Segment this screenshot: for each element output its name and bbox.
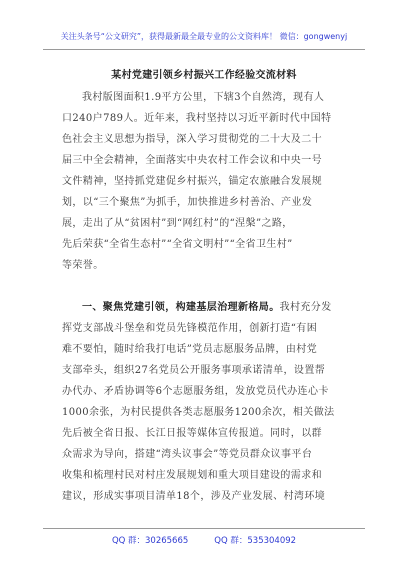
text-line: 1000余张，为村民提供各类志愿服务1200余次，相关做法 <box>62 407 335 418</box>
text-line: 先后荣获“全省生态村”“全省文明村”“全省卫生村” <box>62 239 293 250</box>
text-line: 色社会主义思想为指导，深入学习贯彻党的二十大及二十 <box>62 134 322 145</box>
text-line: 支部牵头，组织27名党员公开服务事项承诺清单，设置帮 <box>62 365 326 376</box>
document-title: 某村党建引领乡村振兴工作经验交流材料 <box>111 70 297 81</box>
text-line: 众需求为导向，搭建“湾头议事会”等党员群众议事平台 <box>62 449 313 460</box>
header-divider <box>43 49 365 50</box>
footer-divider <box>43 528 365 529</box>
text-line: 我村版图面积1.9平方公里，下辖3个自然湾，现有人 <box>82 92 325 103</box>
text-line: 难不要怕，随时给我打电话”党员志愿服务品牌，由村党 <box>62 344 318 355</box>
text-line: 展，走出了从“贫困村”到“网红村”的“涅槃”之路， <box>62 218 293 229</box>
text-line: 办代办、矛盾协调等6个志愿服务组，发放党员代办连心卡 <box>62 386 329 397</box>
text-line: 先后被全省日报、长江日报等媒体宣传报道。同时，以群 <box>62 428 322 439</box>
text-line: 挥党支部战斗堡垒和党员先锋模范作用，创新打造“有困 <box>62 323 318 334</box>
text-fragment: 我村充分发 <box>279 302 332 313</box>
text-line: 文件精神，坚持抓党建促乡村振兴，锚定农旅融合发展规 <box>62 176 322 187</box>
text-line: 建议，形成实事项目清单18个，涉及产业发展、村湾环境 <box>62 491 326 502</box>
text-line: 等荣誉。 <box>62 260 104 271</box>
text-line: 划，以“三个聚焦”为抓手，加快推进乡村善治、产业发 <box>62 197 313 208</box>
footer <box>0 534 408 546</box>
text-line <box>62 297 352 318</box>
text-line: 届三中全会精神，全面落实中央农村工作会议和中央一号 <box>62 155 322 166</box>
section-heading: 一、聚焦党建引领，构建基层治理新格局。 <box>82 302 280 313</box>
header-banner: 关注头条号“公文研究”，获得最新最全最专业的公文资料库！ 微信：gongwenyj <box>60 32 348 41</box>
text-line: 收集和梳理村民对村庄发展规划和重大项目建设的需求和 <box>62 470 322 481</box>
text-line: 口240户789人。近年来，我村坚持以习近平新时代中国特 <box>62 113 332 124</box>
footer-qq-group-2: QQ 群：535304092 <box>214 536 297 546</box>
paragraph-section-1 <box>62 297 352 507</box>
footer-qq-group-1: QQ 群：30265665 <box>111 536 189 546</box>
paragraph-intro <box>62 87 352 276</box>
